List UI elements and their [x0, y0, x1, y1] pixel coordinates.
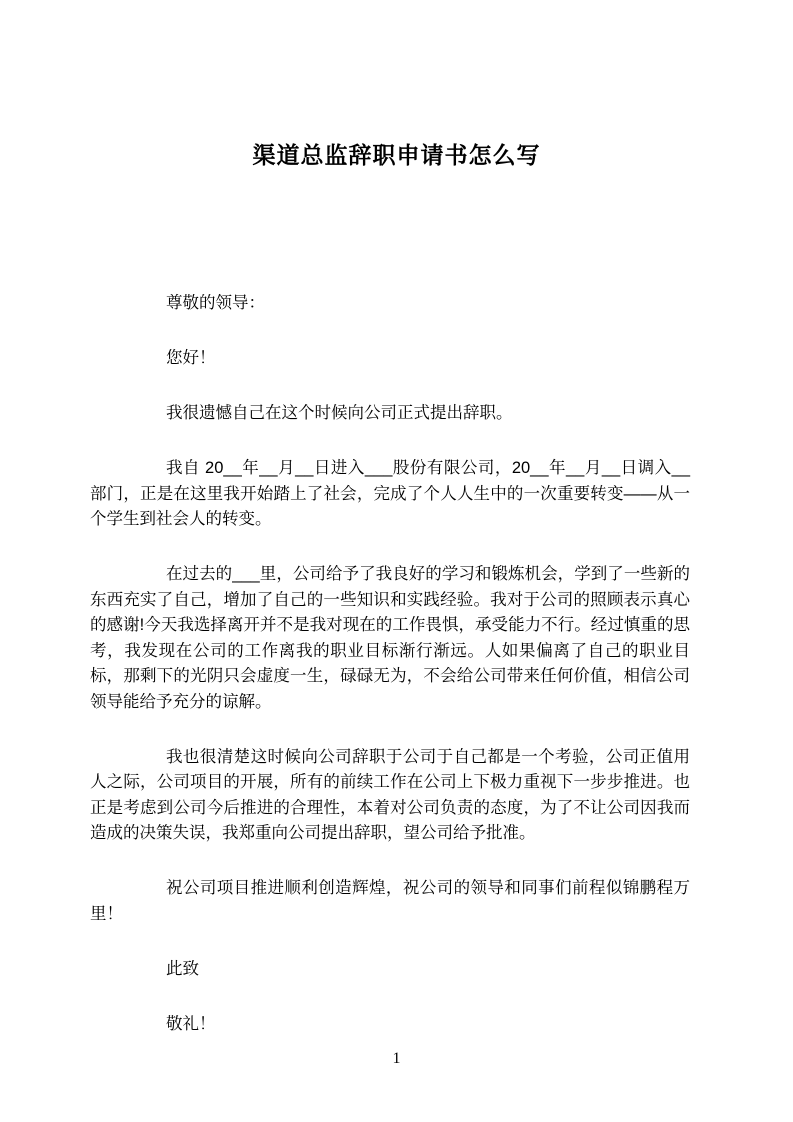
document-body — [90, 291, 690, 1037]
paragraph-consideration-and-request: 我也很清楚这时候向公司辞职于公司于自己都是一个考验，公司正值用人之际，公司项目的开展，所有的前续工作在公司上下极力重视下一步步推进。也正是考虑到公司今后推进的合理性，本着对公司负责的态度，为了不让公司因我而造成的决策失误，我郑重向公司提出辞职，望公司给予批准。 — [90, 747, 690, 842]
salutation-line: 尊敬的领导： — [166, 294, 265, 312]
paragraph-well-wishes: 祝公司项目推进顺利创造辉煌，祝公司的领导和同事们前程似锦鹏程万里！ — [90, 879, 690, 923]
salute-line: 敬礼！ — [166, 1014, 216, 1033]
paragraph-joining-history: 我自 20__年__月__日进入___股份有限公司，20__年__月__日调入__部门，正是在这里我开始踏上了社会，完成了个人人生中的一次重要转变——从一个学生到社会人的转变。 — [90, 459, 690, 528]
closing-line: 此致 — [166, 959, 199, 978]
paragraph-resignation-statement: 我很遗憾自己在这个时候向公司正式提出辞职。 — [166, 404, 513, 422]
page-number: 1 — [392, 1050, 401, 1067]
paragraph-gratitude-and-reason: 在过去的___里，公司给予了我良好的学习和锻炼机会，学到了一些新的东西充实了自己，增加了自己的一些知识和实践经验。我对于公司的照顾表示真心的感谢!今天我选择离开并不是我对现在的工作畏惧，承受能力不行。经过慎重的思考，我发现在公司的工作离我的职业目标渐行渐远。人如果偏离了自己的职业目标，那剩下的光阴只会虚度一生，碌碌无为，不会给公司带来任何价值，相信公司领导能给予充分的谅解。 — [90, 565, 690, 711]
greeting-line: 您好！ — [166, 349, 216, 367]
document-title: 渠道总监辞职申请书怎么写 — [252, 142, 541, 168]
